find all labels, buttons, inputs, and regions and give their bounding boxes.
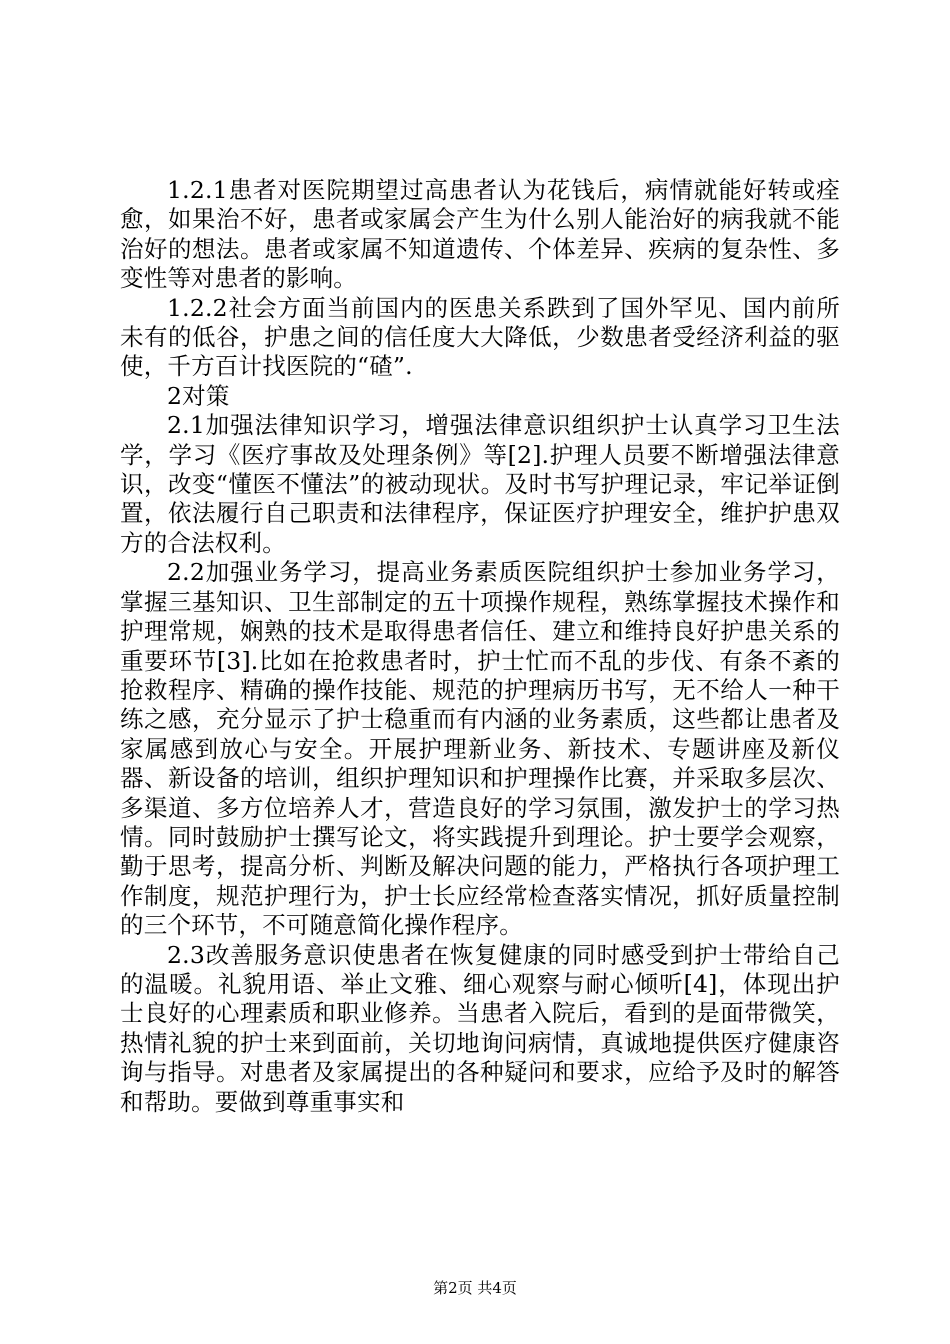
- document-body: [120, 176, 840, 1117]
- section-heading-countermeasures: 2对策: [167, 381, 230, 410]
- paragraph-1-2-1: 1.2.1患者对医院期望过高患者认为花钱后，病情就能好转或痊愈，如果治不好，患者或家属会产生为什么别人能治好的病我就不能治好的想法。患者或家属不知道遗传、个体差异、疾病的复杂性、多变性等对患者的影响。: [120, 176, 840, 293]
- page-footer: [0, 1278, 950, 1298]
- page-number-label: 第2页 共4页: [433, 1279, 517, 1297]
- paragraph-1-2-2: 1.2.2社会方面当前国内的医患关系跌到了国外罕见、国内前所未有的低谷，护患之间的信任度大大降低，少数患者受经济利益的驱使，千方百计找医院的“碴”.: [120, 293, 840, 381]
- paragraph-2-2: 2.2加强业务学习，提高业务素质医院组织护士参加业务学习，掌握三基知识、卫生部制定的五十项操作规程，熟练掌握技术操作和护理常规，娴熟的技术是取得患者信任、建立和维持良好护患关系的重要环节[3].比如在抢救患者时，护士忙而不乱的步伐、有条不紊的抢救程序、精确的操作技能、规范的护理病历书写，无不给人一种干练之感，充分显示了护士稳重而有内涵的业务素质，这些都让患者及家属感到放心与安全。开展护理新业务、新技术、专题讲座及新仪器、新设备的培训，组织护理知识和护理操作比赛，并采取多层次、多渠道、多方位培养人才，营造良好的学习氛围，激发护士的学习热情。同时鼓励护士撰写论文，将实践提升到理论。护士要学会观察，勤于思考，提高分析、判断及解决问题的能力，严格执行各项护理工作制度，规范护理行为，护士长应经常检查落实情况，抓好质量控制的三个环节，不可随意简化操作程序。: [120, 558, 840, 940]
- paragraph-2-3: 2.3改善服务意识使患者在恢复健康的同时感受到护士带给自己的温暖。礼貌用语、举止文雅、细心观察与耐心倾听[4]，体现出护士良好的心理素质和职业修养。当患者入院后，看到的是面带微笑，热情礼貌的护士来到面前，关切地询问病情，真诚地提供医疗健康咨询与指导。对患者及家属提出的各种疑问和要求，应给予及时的解答和帮助。要做到尊重事实和: [120, 940, 840, 1116]
- paragraph-2-1: 2.1加强法律知识学习，增强法律意识组织护士认真学习卫生法学，学习《医疗事故及处理条例》等[2].护理人员要不断增强法律意识，改变“懂医不懂法”的被动现状。及时书写护理记录，牢记举证倒置，依法履行自己职责和法律程序，保证医疗护理安全，维护护患双方的合法权利。: [120, 411, 840, 557]
